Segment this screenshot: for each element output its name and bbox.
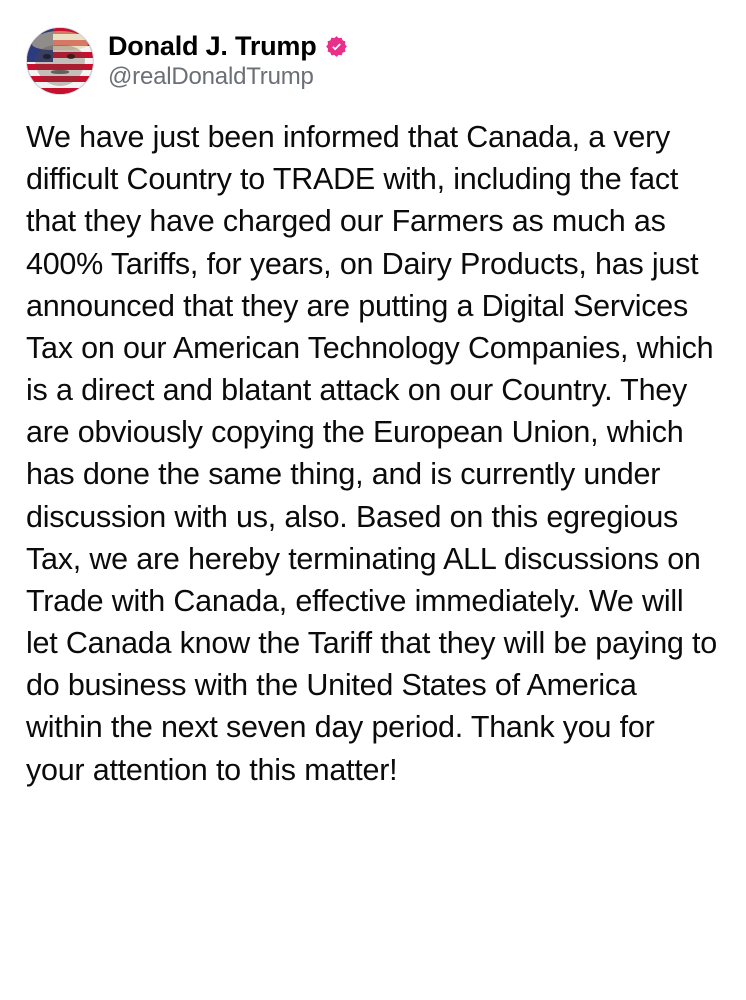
post-header [26, 22, 720, 100]
author-identity [108, 31, 348, 92]
author-name-row [108, 31, 348, 62]
avatar-eye-right [67, 54, 76, 59]
avatar[interactable] [26, 27, 94, 95]
author-handle[interactable]: @realDonaldTrump [108, 62, 314, 90]
post-body-text: We have just been informed that Canada, a very difficult Country to TRADE with, including the fact that they have charged our Farmers as much as 400% Tariffs, for years, on Dairy Products, has just announced that they are putting a Digital Services Tax on our American Technology Companies, which is a direct and blatant attack on our Country. They are obviously copying the European Union, which has done the same thing, and is currently under discussion with us, also. Based on this egregious Tax, we are hereby terminating ALL discussions on Trade with Canada, effective immediately. We will let Canada know the Tariff that they will be paying to do business with the United States of America within the next seven day period. Thank you for your attention to this matter! [26, 120, 726, 787]
avatar-mouth [51, 70, 69, 74]
verified-badge-icon [325, 35, 348, 58]
author-display-name[interactable]: Donald J. Trump [108, 30, 317, 61]
